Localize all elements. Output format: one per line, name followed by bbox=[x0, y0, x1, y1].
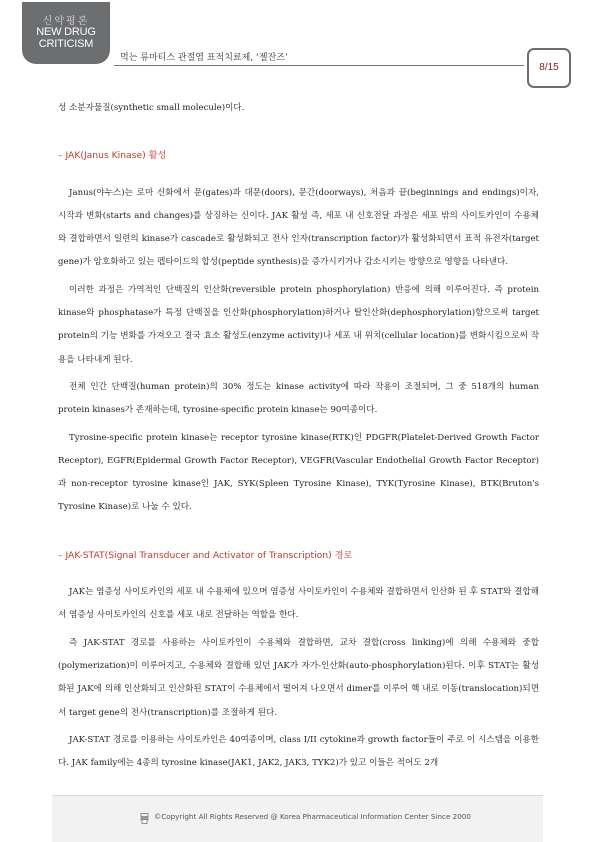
paragraph: 전체 인간 단백질(human protein)의 30% 정도는 kinase activity에 따라 작용이 조절되며, 그 중 518개의 human protein kinases가 존재하는데, tyrosine-specific protein kinase는 90여종이다. bbox=[58, 381, 539, 416]
article-body bbox=[58, 97, 539, 775]
header-divider bbox=[114, 65, 524, 66]
copyright-text: ©Copyright All Rights Reserved @ Korea Pharmaceutical Information Center Since 2000 bbox=[154, 812, 471, 821]
paragraph: JAK는 염증성 사이토카인의 세포 내 수용체에 있으며 염증성 사이토카인이 수용체와 결합하면서 인산화 된 후 STAT와 결합해서 염증성 사이토카인의 신호를 세포 내로 전달하는 역할을 한다. bbox=[58, 587, 539, 621]
logo-text-line2: CRITICISM bbox=[38, 38, 94, 50]
logo-korean-text: 신약평론 bbox=[42, 16, 90, 27]
section-heading-jak-activity: – JAK(Janus Kinase) 활성 bbox=[58, 150, 167, 162]
paragraph: Janus(야누스)는 로마 신화에서 문(gates)과 대문(doors), 문간(doorways), 처음과 끝(beginnings and endings)이자, 시작과 변화(starts and changes)를 상징하는 신이다. JAK 활성 즉, 세포 내 신호전달 과정은 세포 밖의 사이토카인이 수용체와 결합하면서 일련의 kinase가 cascade로 활성화되고 전사 인자(transcription factor)가 활성화되면서 표적 유전자(target gene)가 암호화하고 있는 펩타이드의 합성(peptide synthesis)을 증가시키거나 감소시키는 방향으로 영향을 나타낸다. bbox=[58, 187, 539, 268]
section-heading-jak-stat-pathway: – JAK-STAT(Signal Transducer and Activator of Transcription) 경로 bbox=[58, 549, 353, 561]
document-title: 먹는 류마티스 관절염 표적치료제, ‘젤잔즈’ bbox=[120, 53, 288, 63]
logo bbox=[22, 2, 110, 64]
logo-text-line1: NEW DRUG bbox=[36, 26, 96, 38]
paragraph: JAK-STAT 경로를 이용하는 사이토카인은 40여종이며, class I/II cytokine과 growth factor들이 주로 이 시스템을 이용한다. JAK family에는 4종의 tyrosine kinase(JAK1, JAK2, JAK3, TYK2)가 있고 이들은 적어도 2개 bbox=[58, 734, 539, 769]
paragraph: Tyrosine-specific protein kinase는 receptor tyrosine kinase(RTK)인 PDGFR(Platelet-Derived Growth Factor Receptor), EGFR(Epidermal Growth Factor Receptor), VEGFR(Vascular Endothelial Growth Factor Receptor)과 non-receptor tyrosine kinase인 JAK, SYK(Spleen Tyrosine Kinase), TYK(Tyrosine Kinase), BTK(Bruton's Tyrosine Kinase)로 나눌 수 있다. bbox=[58, 432, 539, 513]
paragraph: 즉 JAK-STAT 경로를 사용하는 사이토카인이 수용체와 결합하면, 교차 결합(cross linking)에 의해 수용체와 중합(polymerization)이 이루어지고, 수용체와 결합해 있던 JAK가 자가-인산화(auto-phosphorylation)된다. 이후 STAT는 활성화된 JAK에 의해 인산화되고 인산화된 STAT이 수용체에서 떨어져 나오면서 dimer를 이루어 핵 내로 이동(translocation)되면서 target gene의 전사(transcription)를 조절하게 된다. bbox=[58, 637, 539, 718]
page-footer bbox=[52, 795, 543, 842]
print-icon bbox=[140, 813, 149, 824]
paragraph-continuation: 성 소분자물질(synthetic small molecule)이다. bbox=[58, 103, 245, 113]
page-number-badge: 8/15 bbox=[527, 48, 571, 88]
paragraph: 이러한 과정은 가역적인 단백질의 인산화(reversible protein phosphorylation) 반응에 의해 이루어진다. 즉 protein kinase와 phosphatase가 특정 단백질을 인산화(phosphorylation)하거나 탈인산화(dephosphorylation)함으로써 target protein의 기능 변화를 가져오고 결국 효소 활성도(enzyme activity)나 세포 내 위치(cellular location)를 변화시킴으로써 작용을 나타내게 된다. bbox=[58, 284, 539, 365]
